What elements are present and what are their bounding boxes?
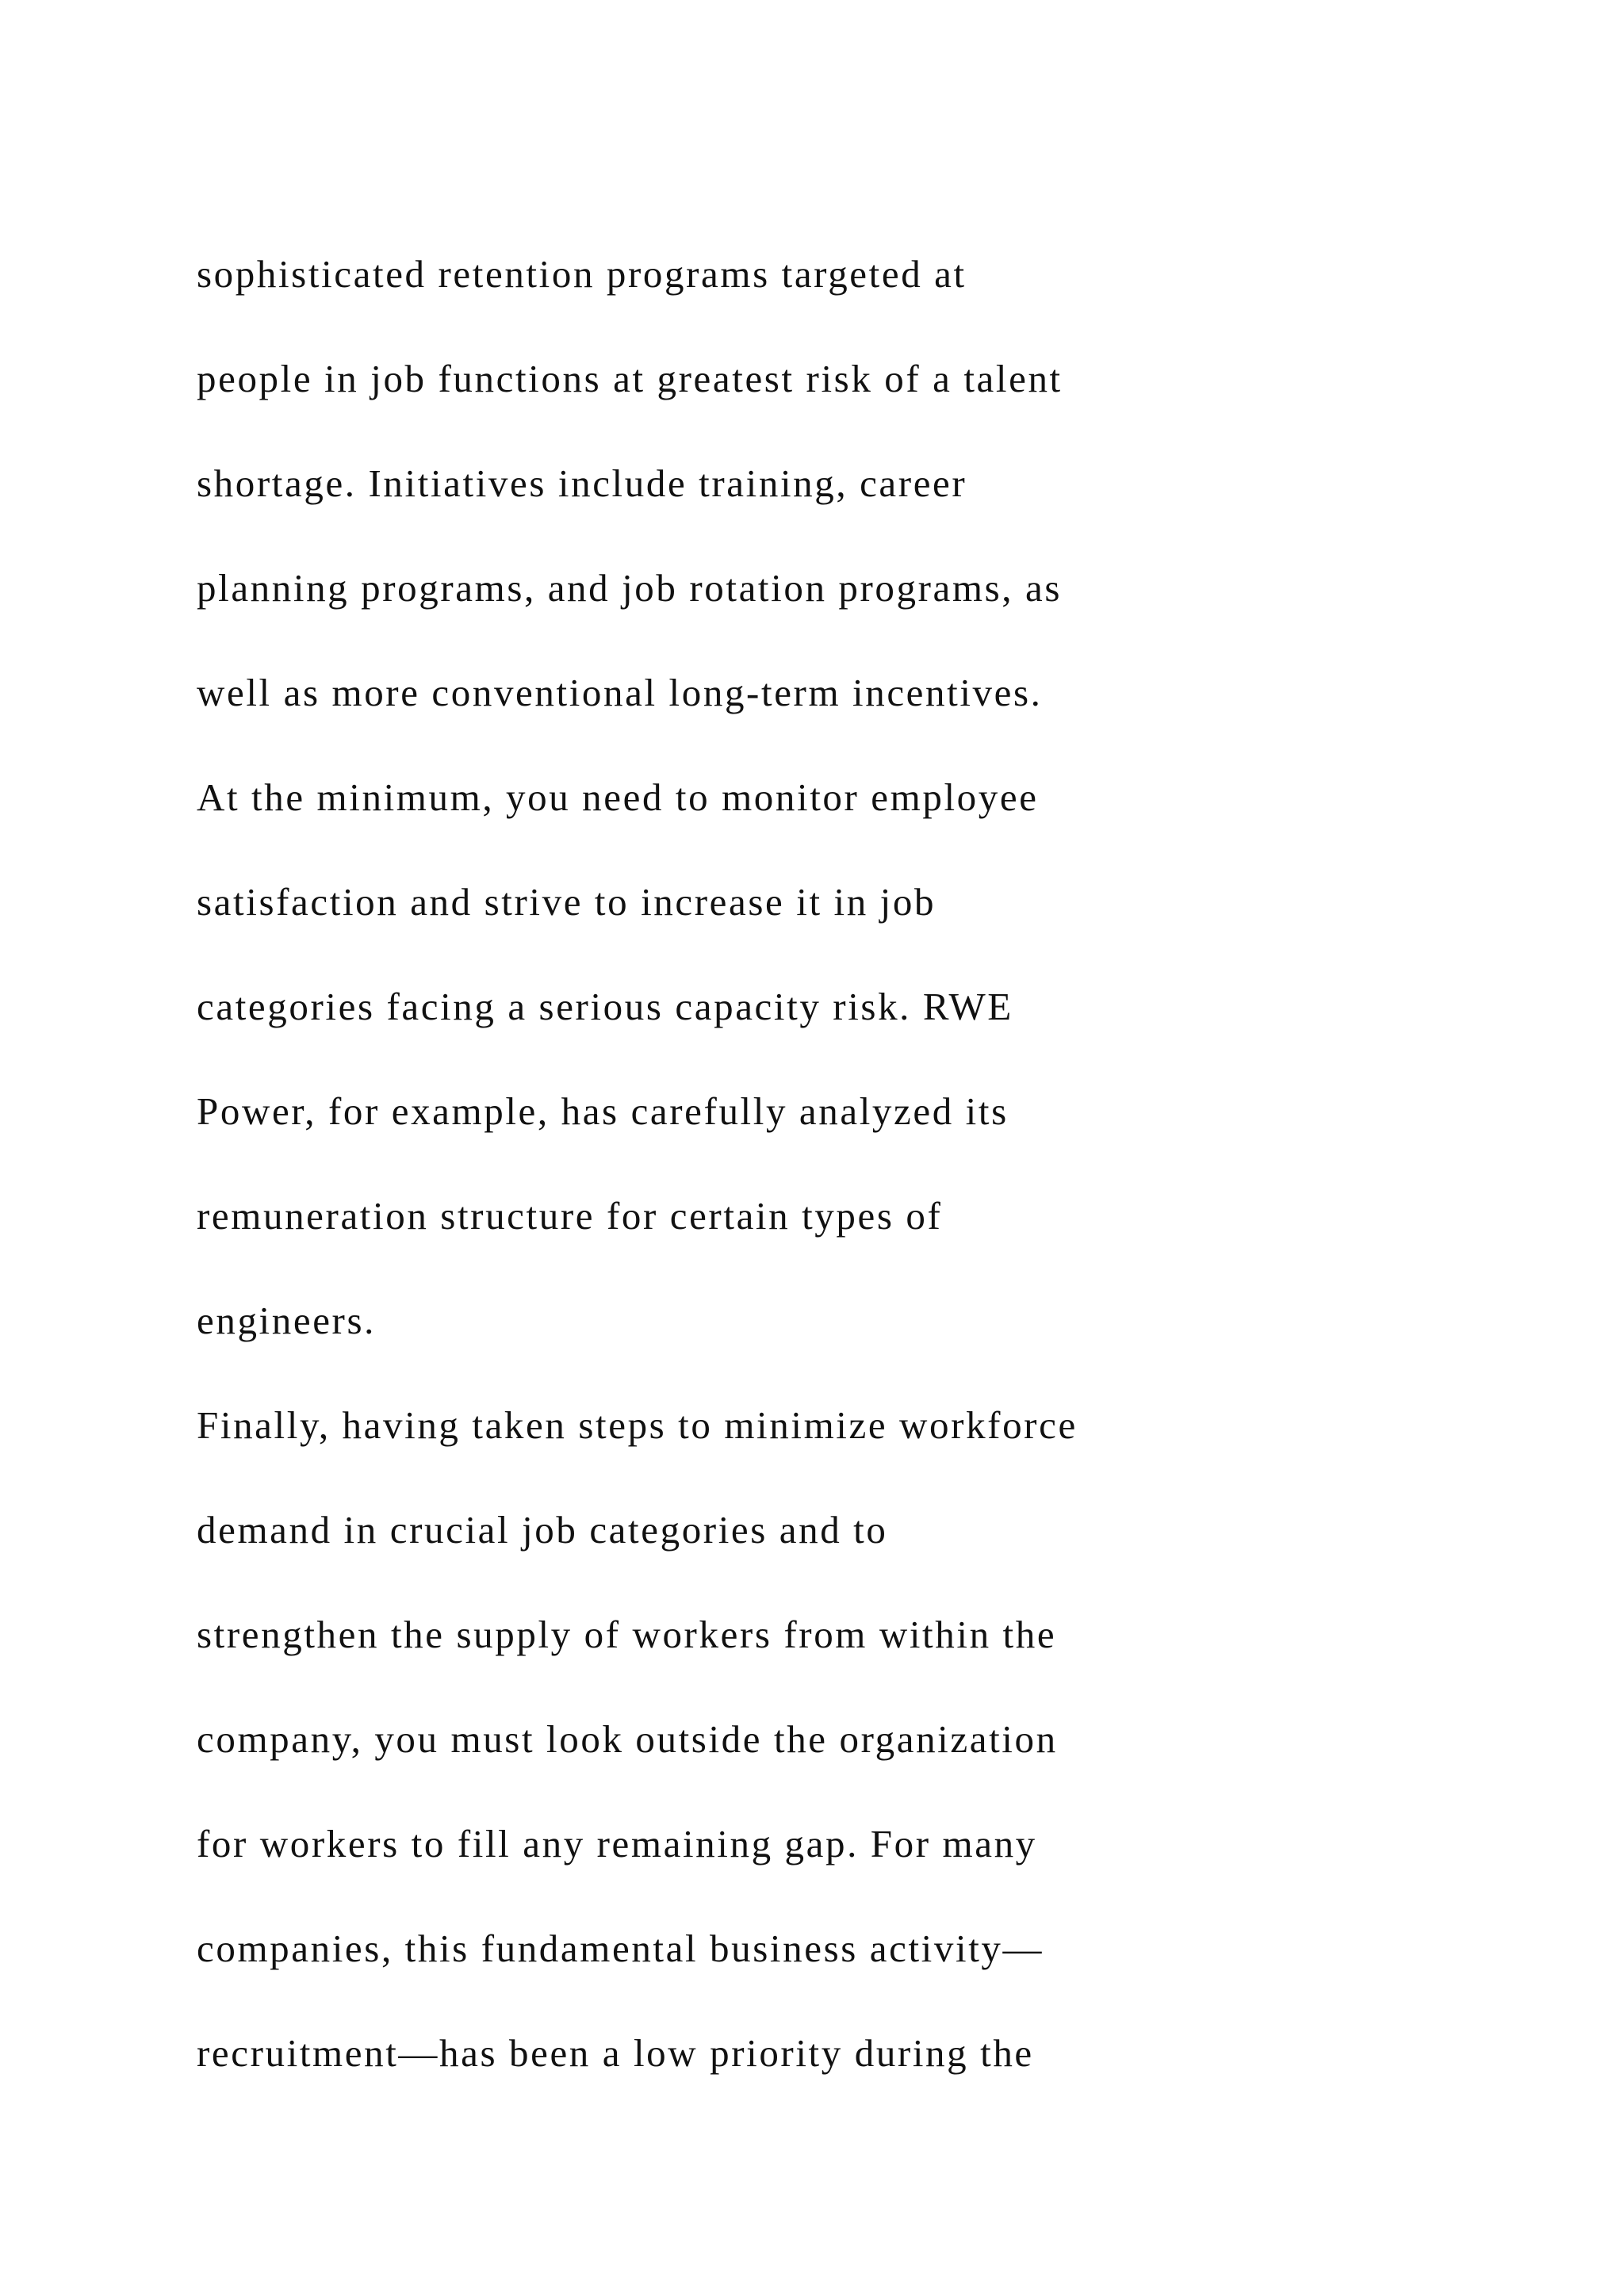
- text-line: At the minimum, you need to monitor employee: [197, 775, 1039, 819]
- text-line: Power, for example, has carefully analyzed its: [197, 1089, 1009, 1133]
- text-line: categories facing a serious capacity risk. RWE: [197, 985, 1013, 1028]
- text-line: shortage. Initiatives include training, career: [197, 461, 967, 505]
- text-line: for workers to fill any remaining gap. For many: [197, 1822, 1037, 1866]
- text-line: recruitment—has been a low priority during the: [197, 2031, 1034, 2075]
- body-text: [197, 246, 1545, 2130]
- text-line: companies, this fundamental business activity—: [197, 1927, 1044, 1970]
- text-line: strengthen the supply of workers from within the: [197, 1613, 1057, 1656]
- text-line: satisfaction and strive to increase it in job: [197, 880, 936, 924]
- text-line: company, you must look outside the organization: [197, 1717, 1058, 1761]
- text-line: remuneration structure for certain types of: [197, 1194, 943, 1238]
- text-line: planning programs, and job rotation programs, as: [197, 566, 1062, 610]
- text-line: demand in crucial job categories and to: [197, 1508, 888, 1552]
- text-line: people in job functions at greatest risk of a talent: [197, 357, 1063, 400]
- text-line: sophisticated retention programs targeted at: [197, 252, 967, 296]
- text-line: well as more conventional long-term incentives.: [197, 671, 1043, 714]
- text-line: engineers.: [197, 1299, 376, 1342]
- text-line: Finally, having taken steps to minimize workforce: [197, 1403, 1078, 1447]
